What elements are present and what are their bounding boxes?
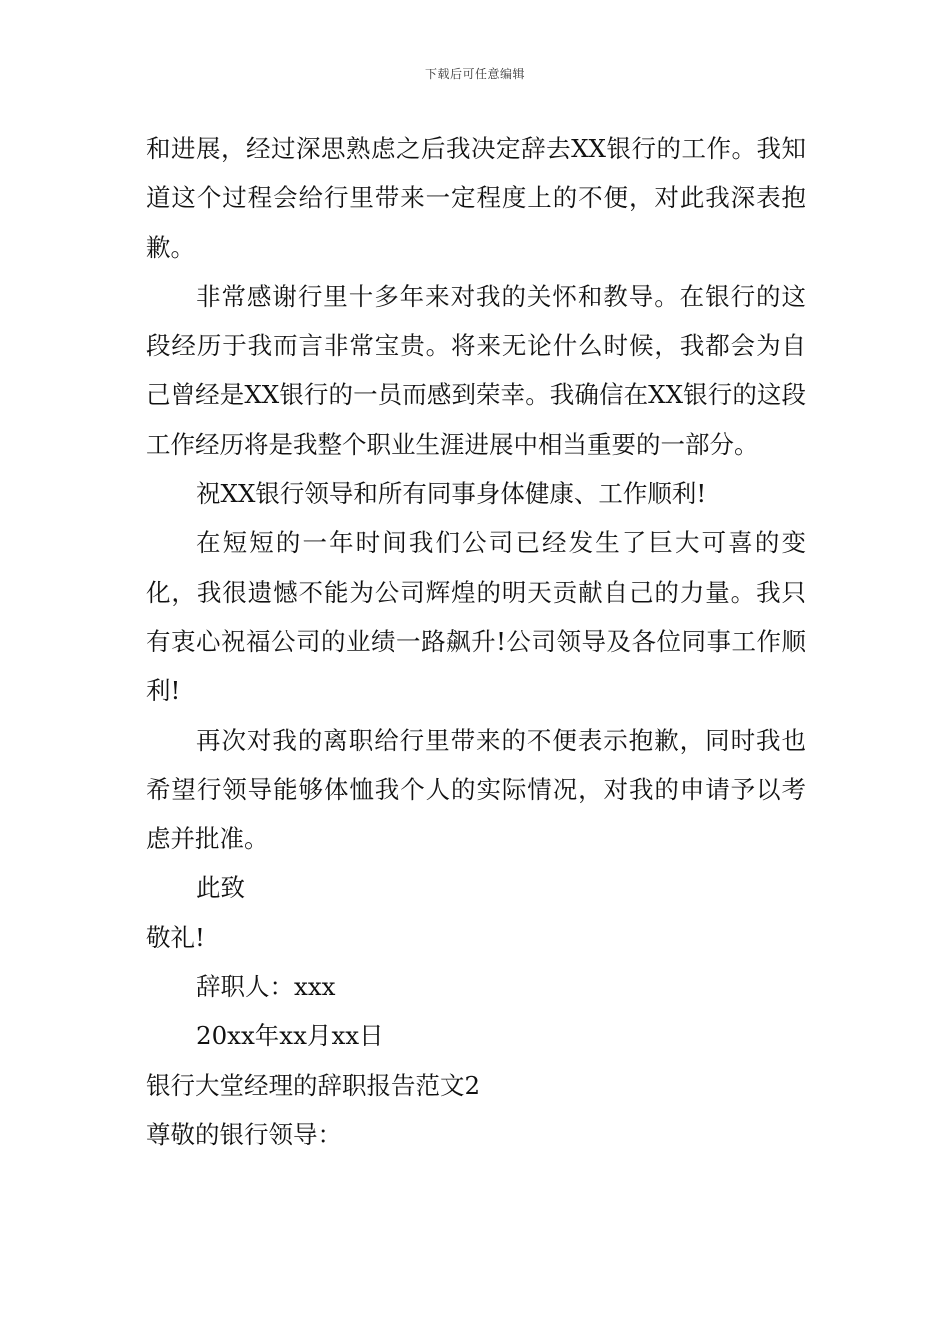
paragraph-wishes: 祝XX银行领导和所有同事身体健康、工作顺利! <box>196 479 707 509</box>
section-title: 银行大堂经理的辞职报告范文2 <box>146 1070 481 1100</box>
paragraph-apology: 再次对我的离职给行里带来的不便表示抱歉，同时我也希望行领导能够体恤我个人的实际情况，对我的申请予以考虑并批准。 <box>146 725 806 854</box>
closing-greeting: 此致 <box>196 873 245 903</box>
paragraph-continuation: 和进展，经过深思熟虑之后我决定辞去XX银行的工作。我知道这个过程会给行里带来一定程度上的不便，对此我深表抱歉。 <box>146 134 806 262</box>
page-header-note: 下载后可任意编辑 <box>424 67 525 81</box>
paragraph-gratitude: 非常感谢行里十多年来对我的关怀和教导。在银行的这段经历于我而言非常宝贵。将来无论什么时候，我都会为自己曾经是XX银行的一员而感到荣幸。我确信在XX银行的这段工作经历将是我整个职业生涯进展中相当重要的一部分。 <box>146 281 806 459</box>
document-body <box>146 124 806 1159</box>
section-salutation: 尊敬的银行领导： <box>146 1119 342 1149</box>
date-line: 20xx年xx月xx日 <box>196 1021 384 1051</box>
paragraph-company-change: 在短短的一年时间我们公司已经发生了巨大可喜的变化，我很遗憾不能为公司辉煌的明天贡献自己的力量。我只有衷心祝福公司的业绩一路飙升!公司领导及各位同事工作顺利! <box>146 528 806 706</box>
closing-salute: 敬礼! <box>146 922 205 952</box>
signer-line: 辞职人：xxx <box>196 972 336 1002</box>
